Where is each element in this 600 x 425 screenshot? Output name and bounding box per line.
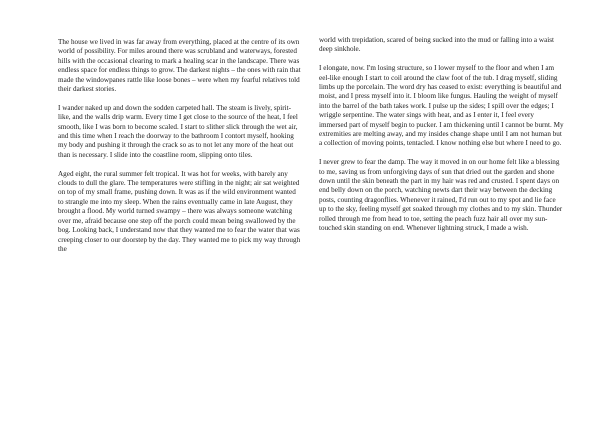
right-paragraph-1: world with trepidation, scared of being sucked into the mud or falling into a waist deep sinkhole. [319,36,555,54]
left-paragraph-3: Aged eight, the rural summer felt tropical. It was hot for weeks, with barely any clouds to dull the glare. The temperatures were stifling in the night; air sat weighted on top of my small frame, pushing down. It was as if the wild environment wanted to strangle me into my sleep. When the rains eventually came in late August, they brought a flood. My world turned swampy – there was always someone watching over me, afraid because one step off the porch could mean being swallowed by the bog. Looking back, I understand now that they wanted me to fear the water that was creeping closer to our doorstep by the day. They wanted me to pick my way through the [58,169,301,253]
left-paragraph-2: I wander naked up and down the sodden carpeted hall. The steam is lively, spirit-like, and the walls drip warm. Every time I get close to the source of the heat, I feel smooth, like I was born to become scaled. I start to slither slick through the wet air, and this time when I reach the doorway to the bathroom I contort myself, hooking my body and pushing it through the crack so as to not let any more of the heat out than is necessary. I slide into the coastline room, slipping onto tiles. [58,103,298,159]
left-paragraph-1: The house we lived in was far away from everything, placed at the centre of its own world of possibility. For miles around there was scrubland and waterways, forested hills with the occasional clearing to mark a healing scar in the landscape. There was endless space for endless things to grow. The darkest nights – the ones with rain that made the windowpanes rattle like loose bones – were when my fearful relatives told their darkest stories. [58,38,301,94]
right-paragraph-2: I elongate, now. I'm losing structure, so I lower myself to the floor and when I am eel-like enough I start to coil around the claw foot of the tub. I drag myself, sliding limbs up the porcelain. The word dry has ceased to exist: everything is beautiful and moist, and I press myself into it. I bloom like fungus. Hauling the weight of myself into the barrel of the bath takes work. I pulse up the sides; I spill over the edges; I wriggle serpentine. The water sings with heat, and as I enter it, I feel every immersed part of myself begin to pucker. I am thickening until I cannot be burnt. My extremities are melting away, and my insides change shape until I am not human but a collection of moving points, tentacled. I know nothing else but where I need to go. [319,64,564,148]
right-paragraph-3: I never grew to fear the damp. The way it moved in on our home felt like a blessing to me, saving us from unforgiving days of sun that dried out the garden and shone down until the skin beneath the part in my hair was red and crusted. I spent days on end belly down on the porch, watching newts dart their way between the decking posts, counting dragonflies. Whenever it rained, I'd run out to my spot and lie face up to the sky, feeling myself get soaked through my clothes and to my skin. Thunder rolled through me from head to toe, setting the peach fuzz hair all over my sun-touched skin standing on end. Whenever lightning struck, I made a wish. [319,158,563,233]
right-page [319,36,564,234]
left-page [58,38,303,254]
